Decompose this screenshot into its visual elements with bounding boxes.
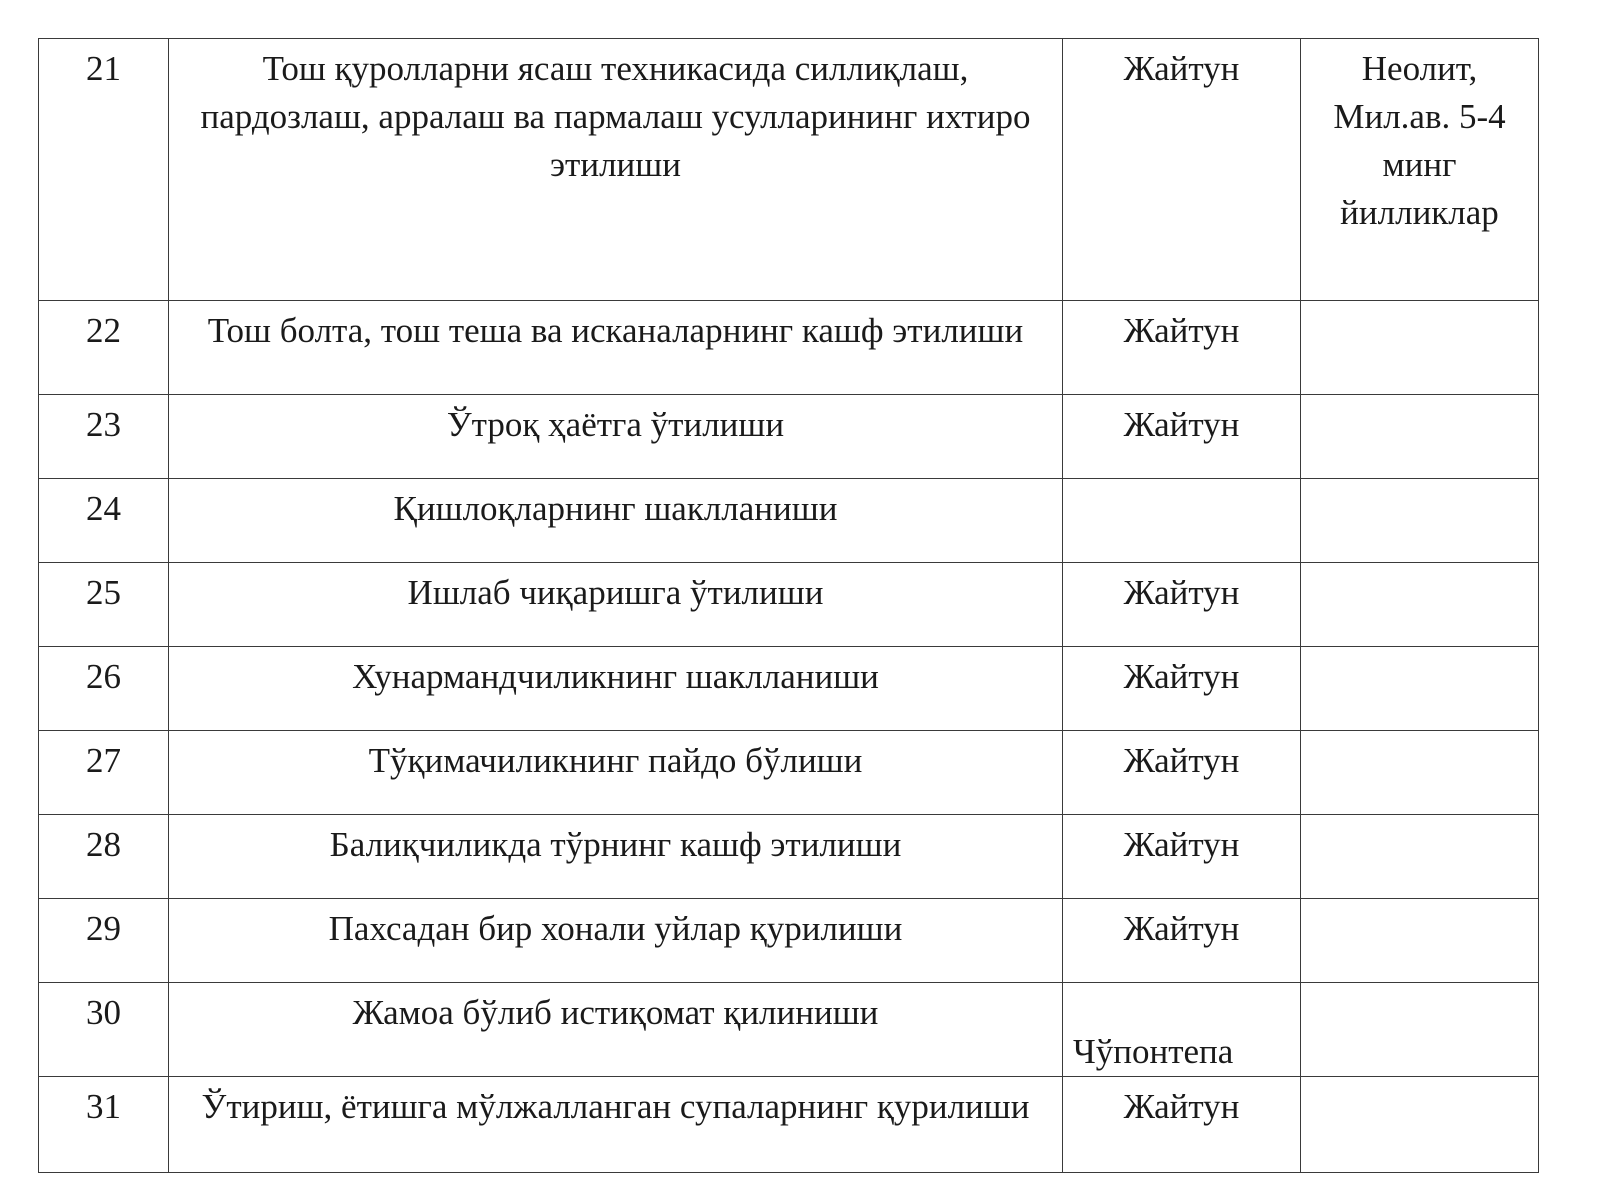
site-name: Жайтун — [1063, 395, 1301, 479]
table-row — [39, 301, 1539, 395]
site-name: Жайтун — [1063, 647, 1301, 731]
period-label — [1301, 395, 1539, 479]
row-number: 24 — [39, 479, 169, 563]
event-description: Тўқимачиликнинг пайдо бўлиши — [169, 731, 1063, 815]
row-number: 27 — [39, 731, 169, 815]
row-number: 28 — [39, 815, 169, 899]
site-name: Жайтун — [1063, 815, 1301, 899]
period-label — [1301, 563, 1539, 647]
table-row — [39, 647, 1539, 731]
row-number: 22 — [39, 301, 169, 395]
site-name: Жайтун — [1063, 39, 1301, 301]
event-description: Хунармандчиликнинг шаклланиши — [169, 647, 1063, 731]
event-description: Ишлаб чиқаришга ўтилиши — [169, 563, 1063, 647]
row-number: 29 — [39, 899, 169, 983]
event-description: Тош қуролларни ясаш техникасида силлиқлаш, пардозлаш, арралаш ва пармалаш усулларининг ихтиро этилиши — [169, 39, 1063, 301]
table-row — [39, 479, 1539, 563]
event-description: Ўтириш, ётишга мўлжалланган супаларнинг қурилиши — [169, 1077, 1063, 1173]
site-name: Чўпонтепа — [1063, 983, 1301, 1077]
site-name: Жайтун — [1063, 1077, 1301, 1173]
period-label: Неолит, Мил.ав. 5-4 минг йилликлар — [1301, 39, 1539, 301]
event-description: Қишлоқларнинг шаклланиши — [169, 479, 1063, 563]
event-description: Тош болта, тош теша ва исканаларнинг кашф этилиши — [169, 301, 1063, 395]
period-label — [1301, 731, 1539, 815]
table-row — [39, 731, 1539, 815]
table-row — [39, 815, 1539, 899]
events-table — [38, 38, 1539, 1173]
site-name — [1063, 479, 1301, 563]
table-row — [39, 1077, 1539, 1173]
row-number: 25 — [39, 563, 169, 647]
period-label — [1301, 815, 1539, 899]
document-page — [38, 38, 1538, 1173]
period-label — [1301, 983, 1539, 1077]
table-row — [39, 899, 1539, 983]
row-number: 31 — [39, 1077, 169, 1173]
site-name: Жайтун — [1063, 899, 1301, 983]
period-label — [1301, 899, 1539, 983]
table-row — [39, 983, 1539, 1077]
row-number: 21 — [39, 39, 169, 301]
period-label — [1301, 647, 1539, 731]
event-description: Пахсадан бир хонали уйлар қурилиши — [169, 899, 1063, 983]
row-number: 26 — [39, 647, 169, 731]
period-label — [1301, 301, 1539, 395]
table-row — [39, 563, 1539, 647]
site-name: Жайтун — [1063, 731, 1301, 815]
event-description: Жамоа бўлиб истиқомат қилиниши — [169, 983, 1063, 1077]
period-label — [1301, 1077, 1539, 1173]
row-number: 30 — [39, 983, 169, 1077]
event-description: Ўтроқ ҳаётга ўтилиши — [169, 395, 1063, 479]
site-name: Жайтун — [1063, 563, 1301, 647]
table-row — [39, 39, 1539, 301]
row-number: 23 — [39, 395, 169, 479]
site-name: Жайтун — [1063, 301, 1301, 395]
event-description: Балиқчиликда тўрнинг кашф этилиши — [169, 815, 1063, 899]
table-row — [39, 395, 1539, 479]
period-label — [1301, 479, 1539, 563]
